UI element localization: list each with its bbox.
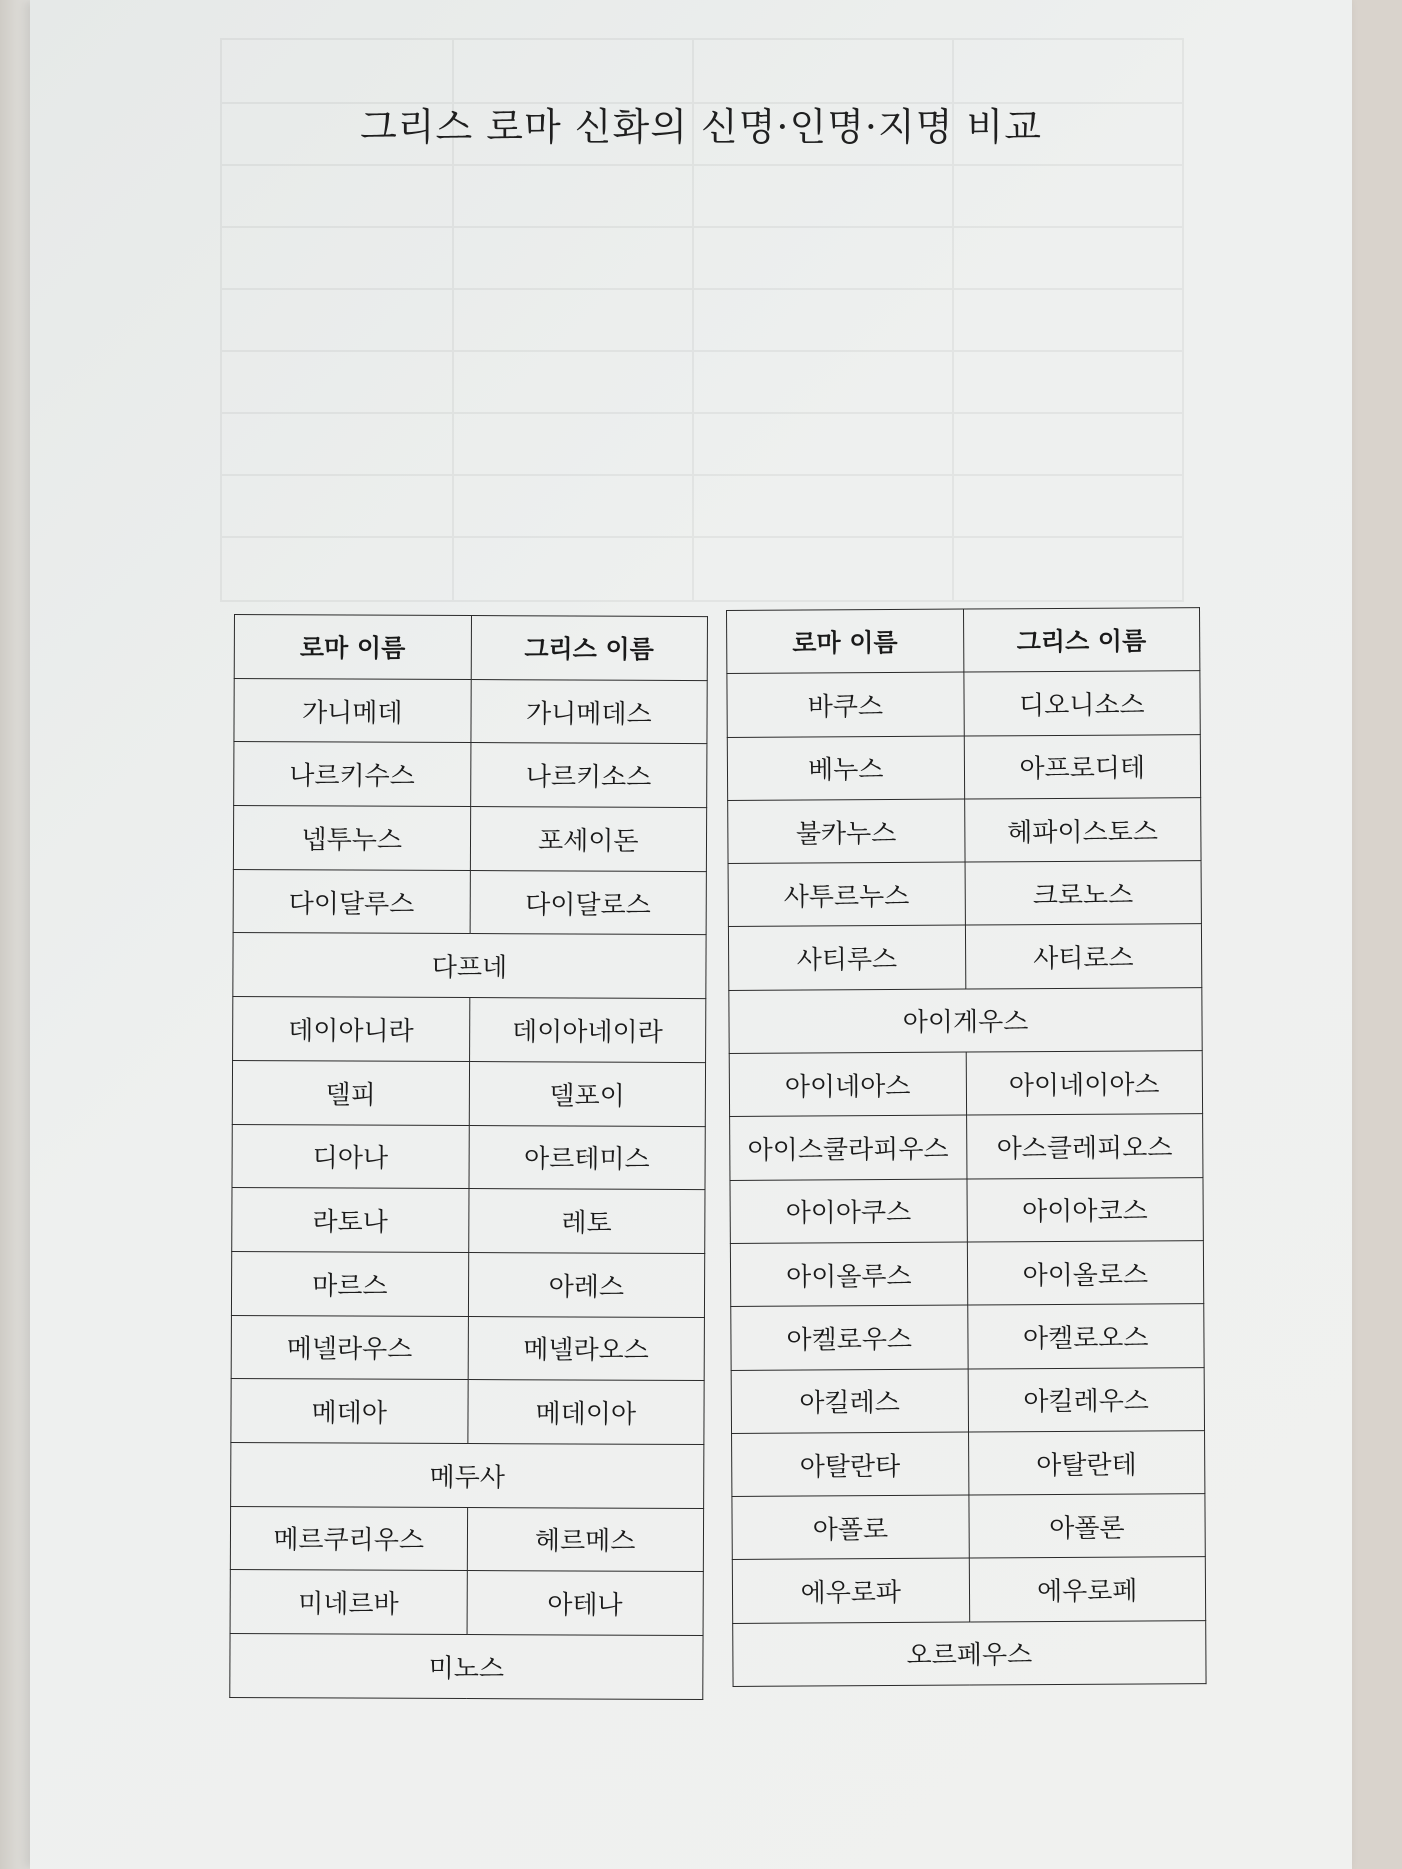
greek-name-cell: 아스클레피오스	[966, 1114, 1203, 1179]
greek-name-cell: 에우로페	[969, 1557, 1206, 1622]
table-row	[231, 1379, 704, 1445]
roman-name-cell: 데이아니라	[233, 997, 470, 1062]
table-row	[733, 1620, 1206, 1686]
header-greek-name: 그리스 이름	[471, 616, 708, 681]
roman-name-cell: 메르쿠리우스	[230, 1506, 467, 1571]
table-row	[731, 1367, 1204, 1433]
greek-name-cell: 아레스	[468, 1252, 705, 1317]
roman-name-cell: 에우로파	[732, 1558, 969, 1623]
table-row	[727, 671, 1200, 737]
table-row	[234, 678, 707, 744]
table-row	[729, 1051, 1202, 1117]
table-header-row	[234, 615, 707, 681]
shared-name-cell: 메두사	[231, 1442, 704, 1508]
roman-name-cell: 디아나	[232, 1124, 469, 1189]
greek-name-cell: 헤파이스토스	[964, 797, 1201, 862]
table-row	[233, 997, 706, 1063]
table-row	[231, 1251, 704, 1317]
roman-name-cell: 불카누스	[728, 799, 965, 864]
header-roman-name: 로마 이름	[727, 609, 964, 674]
roman-name-cell: 아켈로우스	[731, 1305, 968, 1370]
table-row	[728, 861, 1201, 927]
roman-name-cell: 나르키수스	[234, 742, 471, 807]
table-row	[729, 987, 1202, 1053]
roman-name-cell: 아폴로	[732, 1495, 969, 1560]
greek-name-cell: 데이아네이라	[469, 998, 706, 1063]
table-row	[728, 797, 1201, 863]
table-header-row	[727, 608, 1200, 674]
roman-name-cell: 아킬레스	[731, 1369, 968, 1434]
roman-name-cell: 라토나	[232, 1188, 469, 1253]
shared-name-cell: 다프네	[233, 933, 706, 999]
greek-name-cell: 아폴론	[968, 1494, 1205, 1559]
roman-name-cell: 베누스	[727, 736, 964, 801]
greek-name-cell: 아이올로스	[967, 1241, 1204, 1306]
table-row	[231, 1442, 704, 1508]
roman-name-cell: 다이달루스	[233, 869, 470, 934]
table-row	[730, 1241, 1203, 1307]
table-row	[230, 1633, 703, 1699]
table-row	[233, 933, 706, 999]
greek-name-cell: 아테나	[467, 1571, 704, 1636]
shared-name-cell: 오르페우스	[733, 1620, 1206, 1686]
table-row	[230, 1570, 703, 1636]
greek-name-cell: 디오니소스	[963, 671, 1200, 736]
table-row	[234, 742, 707, 808]
roman-name-cell: 메넬라우스	[231, 1315, 468, 1380]
table-row	[732, 1557, 1205, 1623]
header-roman-name: 로마 이름	[234, 615, 471, 680]
table-row	[232, 1060, 705, 1126]
roman-name-cell: 아이스쿨라피우스	[730, 1115, 967, 1180]
roman-name-cell: 아이올루스	[730, 1242, 967, 1307]
page-title: 그리스 로마 신화의 신명·인명·지명 비교	[360, 105, 1042, 149]
roman-name-cell: 사티루스	[728, 926, 965, 991]
greek-name-cell: 아프로디테	[964, 734, 1201, 799]
roman-name-cell: 메데아	[231, 1379, 468, 1444]
greek-name-cell: 메데이아	[467, 1380, 704, 1445]
header-greek-name: 그리스 이름	[963, 608, 1200, 673]
table-row	[233, 806, 706, 872]
shared-name-cell: 아이게우스	[729, 987, 1202, 1053]
greek-name-cell: 포세이돈	[470, 807, 707, 872]
table-row	[232, 1188, 705, 1254]
roman-name-cell: 마르스	[231, 1251, 468, 1316]
greek-name-cell: 레토	[468, 1189, 705, 1254]
greek-name-cell: 델포이	[469, 1061, 706, 1126]
table-row	[730, 1114, 1203, 1180]
greek-name-cell: 아이아코스	[966, 1177, 1203, 1242]
table-row	[728, 924, 1201, 990]
table-row	[732, 1430, 1205, 1496]
book-gutter	[0, 0, 30, 1869]
roman-name-cell: 바쿠스	[727, 672, 964, 737]
greek-name-cell: 메넬라오스	[468, 1316, 705, 1381]
greek-name-cell: 사티로스	[965, 924, 1202, 989]
table-row	[731, 1304, 1204, 1370]
shared-name-cell: 미노스	[230, 1633, 703, 1699]
greek-name-cell: 다이달로스	[470, 870, 707, 935]
roman-name-cell: 아이네아스	[729, 1052, 966, 1117]
greek-name-cell: 아켈로오스	[967, 1304, 1204, 1369]
table-row	[231, 1315, 704, 1381]
table-row	[233, 869, 706, 935]
roman-name-cell: 넵투누스	[233, 806, 470, 871]
roman-name-cell: 델피	[232, 1060, 469, 1125]
greek-name-cell: 아르테미스	[468, 1125, 705, 1190]
roman-name-cell: 사투르누스	[728, 862, 965, 927]
greek-name-cell: 크로노스	[965, 861, 1202, 926]
name-table-left	[229, 614, 708, 1700]
roman-name-cell: 미네르바	[230, 1570, 467, 1635]
roman-name-cell: 아탈란타	[732, 1432, 969, 1497]
greek-name-cell: 나르키소스	[470, 743, 707, 808]
table-row	[232, 1124, 705, 1190]
greek-name-cell: 가니메데스	[470, 679, 707, 744]
greek-name-cell: 아탈란테	[968, 1430, 1205, 1495]
roman-name-cell: 가니메데	[234, 678, 471, 743]
name-table-right	[726, 607, 1207, 1687]
table-row	[230, 1506, 703, 1572]
greek-name-cell: 아이네이아스	[966, 1051, 1203, 1116]
greek-name-cell: 헤르메스	[467, 1507, 704, 1572]
table-row	[727, 734, 1200, 800]
greek-name-cell: 아킬레우스	[968, 1367, 1205, 1432]
roman-name-cell: 아이아쿠스	[730, 1179, 967, 1244]
table-row	[730, 1177, 1203, 1243]
table-row	[732, 1494, 1205, 1560]
